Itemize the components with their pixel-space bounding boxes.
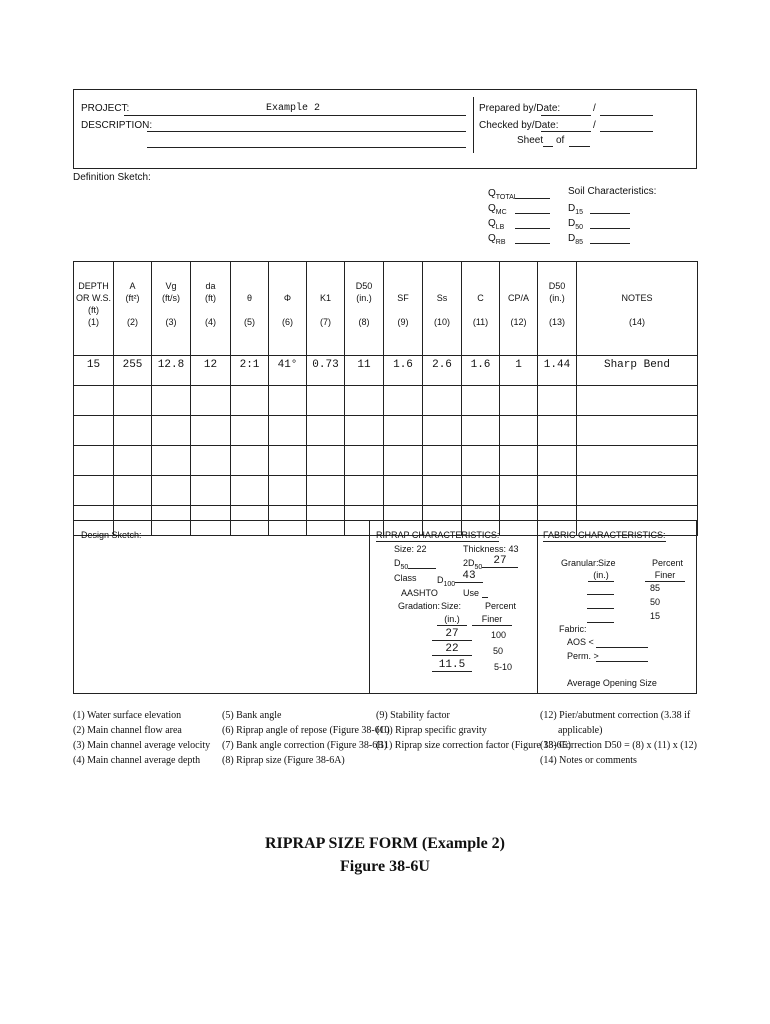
riprap-class: Class: [394, 573, 417, 583]
cell: 2.6: [423, 356, 462, 386]
project-line: [124, 115, 466, 116]
legend-item: (12) Pier/abutment correction (3.38 if: [540, 710, 691, 721]
fabric-pct-1: 85: [650, 583, 661, 593]
fabric-aos: AOS <: [567, 637, 594, 647]
cell: Sharp Bend: [577, 356, 698, 386]
col-theta: θ (5): [231, 262, 269, 356]
design-label: Design Sketch:: [81, 530, 142, 540]
cell: 15: [74, 356, 114, 386]
cell: 255: [114, 356, 152, 386]
riprap-thickness: Thickness: 43: [463, 544, 519, 554]
q-mc-line: [515, 213, 550, 214]
grad-pct-3: 5-10: [494, 662, 513, 672]
q-total: $Q_{TOTAL}$: [488, 188, 518, 201]
fabric-percent: Percent: [652, 558, 684, 568]
col-area: A (ft²) (2): [114, 262, 152, 356]
legend-item: (10) Riprap specific gravity: [376, 725, 487, 736]
project-label: PROJECT:: [81, 103, 130, 114]
prepared-line-b: [600, 115, 653, 116]
cell: 2:1: [231, 356, 269, 386]
col-ss: Ss (10): [423, 262, 462, 356]
table-row: [74, 446, 698, 476]
cell: 1.6: [384, 356, 423, 386]
of-line: [569, 146, 590, 147]
checked-slash: /: [593, 120, 596, 131]
q-total-line: [515, 198, 550, 199]
riprap-size-unit: (in.): [437, 614, 467, 626]
riprap-d50: $D_{50}$: [394, 558, 409, 571]
q-rb: $Q_{RB}$: [488, 233, 506, 246]
riprap-percent: Percent: [485, 601, 517, 611]
cell: 41°: [269, 356, 307, 386]
fabric-line-2: [587, 608, 614, 609]
prepared-label: Prepared by/Date:: [479, 103, 561, 114]
q-rb-line: [515, 243, 550, 244]
description-line-1: [147, 131, 466, 132]
riprap-size: Size: 22: [394, 544, 427, 554]
fabric-size-unit: (in.): [588, 570, 614, 582]
fabric-line-3: [587, 622, 614, 623]
figure-title: RIPRAP SIZE FORM (Example 2): [265, 835, 505, 852]
cell: 1.44: [538, 356, 577, 386]
table-row: [74, 416, 698, 446]
q-lb: $Q_{LB}$: [488, 218, 505, 231]
riprap-2d50-value: 27: [482, 555, 518, 568]
d15: $D_{15}$: [568, 203, 584, 216]
riprap-use: Use: [463, 588, 480, 598]
soil-label: Soil Characteristics:: [568, 186, 657, 197]
of-label: of: [556, 135, 565, 146]
col-cpa: CP/A (12): [500, 262, 538, 356]
fabric-finer: Finer: [645, 570, 685, 582]
d85-line: [590, 243, 630, 244]
fabric-label: Fabric:: [559, 624, 587, 634]
riprap-d50-line: [408, 568, 436, 569]
legend-item: (4) Main channel average depth: [73, 755, 201, 766]
checked-label: Checked by/Date:: [479, 120, 559, 131]
riprap-aashto: AASHTO: [401, 588, 438, 598]
fabric-line-1: [587, 594, 614, 595]
riprap-d100: $D_{100}$: [437, 575, 456, 588]
design-box: [73, 520, 697, 694]
fabric-perm-line: [596, 661, 648, 662]
table-row: [74, 386, 698, 416]
fabric-pct-3: 15: [650, 611, 661, 621]
definition-label: Definition Sketch:: [73, 172, 151, 183]
project-value: Example 2: [266, 103, 321, 114]
riprap-gradation: Gradation:: [398, 601, 441, 611]
q-mc: $Q_{MC}$: [488, 203, 507, 216]
table-row: [74, 476, 698, 506]
header-box: [73, 89, 697, 169]
fabric-perm: Perm. >: [567, 651, 599, 661]
riprap-table: [73, 261, 698, 536]
col-velocity: Vg (ft/s) (3): [152, 262, 191, 356]
prepared-slash: /: [593, 103, 596, 114]
legend-item: (8) Riprap size (Figure 38-6A): [222, 755, 345, 766]
grad-size-1: 27: [432, 628, 472, 641]
riprap-finer: Finer: [472, 614, 512, 626]
grad-pct-1: 100: [491, 630, 507, 640]
legend-item: (5) Bank angle: [222, 710, 282, 721]
cell: 1.6: [462, 356, 500, 386]
grad-size-2: 22: [432, 643, 472, 656]
legend-item: (3) Main channel average velocity: [73, 740, 211, 751]
cell: 11: [345, 356, 384, 386]
fabric-aos-line: [596, 647, 648, 648]
legend-item: (1) Water surface elevation: [73, 710, 182, 721]
sheet-line: [543, 146, 553, 147]
col-c: C (11): [462, 262, 500, 356]
design-divider-2: [537, 520, 538, 694]
fabric-title: FABRIC CHARACTERISTICS:: [543, 530, 666, 540]
col-d50-corr: D50 (in.) (13): [538, 262, 577, 356]
sheet-label: Sheet: [517, 135, 544, 146]
design-divider-1: [369, 520, 370, 694]
fabric-granular: Granular:: [561, 558, 599, 568]
d50: $D_{50}$: [568, 218, 584, 231]
q-lb-line: [515, 228, 550, 229]
riprap-use-line: [482, 597, 488, 598]
header-divider: [473, 97, 474, 153]
table-row: [74, 356, 698, 386]
grad-pct-2: 50: [493, 646, 504, 656]
legend-item: (11) Riprap size correction factor (Figure 38-6E): [376, 740, 572, 751]
cell: 1: [500, 356, 538, 386]
grad-size-3: 11.5: [432, 659, 472, 672]
legend-item: (2) Main channel flow area: [73, 725, 182, 736]
cell: 12.8: [152, 356, 191, 386]
riprap-d100-value: 43: [455, 570, 483, 583]
fabric-pct-2: 50: [650, 597, 661, 607]
legend-item: (14) Notes or comments: [540, 755, 637, 766]
description-line-2: [147, 147, 466, 148]
riprap-title: RIPRAP CHARACTERISTICS:: [376, 530, 500, 540]
figure-number: Figure 38-6U: [340, 858, 430, 875]
col-sf: SF (9): [384, 262, 423, 356]
legend-item: (6) Riprap angle of repose (Figure 38-6C): [222, 725, 390, 736]
cell: 0.73: [307, 356, 345, 386]
prepared-line-a: [541, 115, 591, 116]
col-phi: Φ (6): [269, 262, 307, 356]
col-notes: NOTES (14): [577, 262, 698, 356]
legend-item: applicable): [558, 725, 603, 736]
d85: $D_{85}$: [568, 233, 584, 246]
cell: 12: [191, 356, 231, 386]
d15-line: [590, 213, 630, 214]
legend-col-2: [222, 708, 390, 768]
legend-item: (9) Stability factor: [376, 710, 450, 721]
legend-col-1: [73, 708, 210, 768]
fabric-caption: Average Opening Size: [567, 678, 657, 688]
checked-line-b: [600, 131, 653, 132]
d50-line: [590, 228, 630, 229]
fabric-size: Size: [598, 558, 616, 568]
legend-item: (7) Bank angle correction (Figure 38-6B): [222, 740, 388, 751]
legend-item: (13) Correction D50 = (8) x (11) x (12): [540, 740, 697, 751]
legend-col-4: [540, 708, 697, 768]
col-depth-avg: da (ft) (4): [191, 262, 231, 356]
col-k1: K1 (7): [307, 262, 345, 356]
description-label: DESCRIPTION:: [81, 120, 153, 131]
riprap-2d50: $2D_{50}$: [463, 558, 483, 571]
checked-line-a: [541, 131, 591, 132]
col-depth: DEPTH OR W.S. (ft) (1): [74, 262, 114, 356]
riprap-size-col: Size:: [441, 601, 462, 611]
col-d50: D50 (in.) (8): [345, 262, 384, 356]
